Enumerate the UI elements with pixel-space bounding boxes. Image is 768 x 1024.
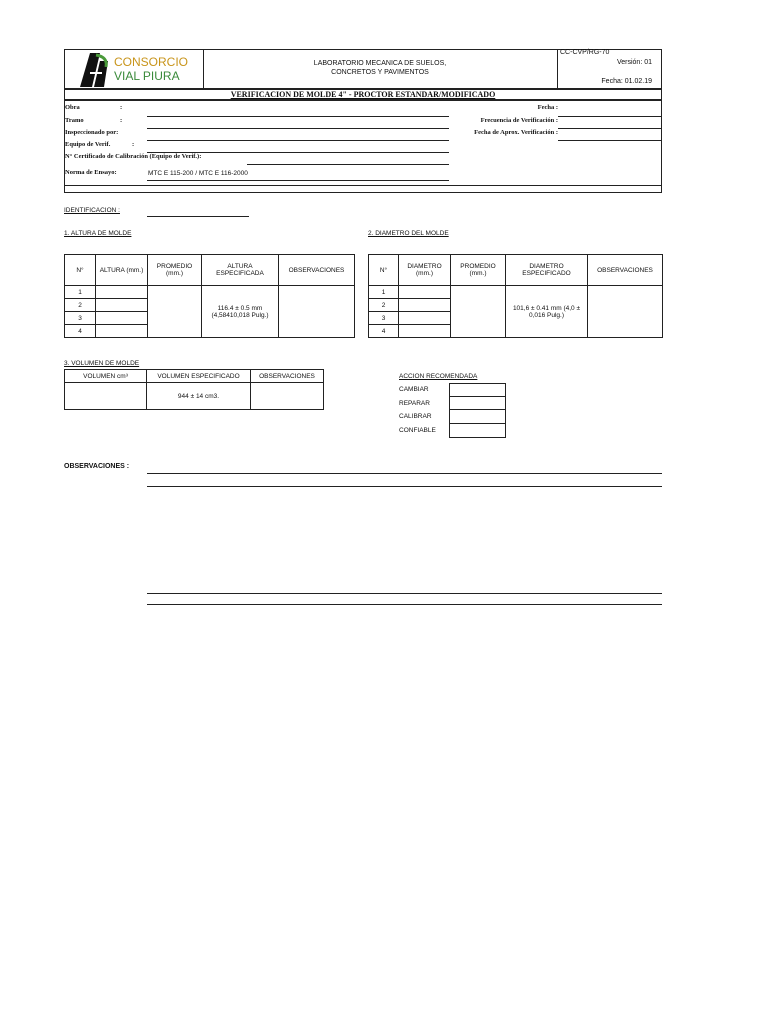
volumen-section-title: 3. VOLUMEN DE MOLDE: [64, 360, 140, 367]
altura-header-altura: ALTURA (mm.): [96, 255, 148, 286]
diametro-table: [368, 254, 663, 338]
inspeccionado-line[interactable]: [147, 140, 449, 141]
volumen-observaciones-cell[interactable]: [251, 383, 324, 410]
frecuencia-label: Frecuencia de Verificación :: [480, 117, 558, 124]
altura-cell[interactable]: [96, 325, 148, 338]
volumen-table: [64, 369, 324, 410]
norma-line: [147, 180, 449, 181]
diametro-row-num: 2: [369, 299, 399, 312]
volumen-header-especificado: VOLUMEN ESPECIFICADO: [147, 370, 251, 383]
altura-promedio-cell[interactable]: [148, 286, 202, 338]
observaciones-line-3[interactable]: [147, 593, 662, 594]
diametro-promedio-cell[interactable]: [451, 286, 506, 338]
diametro-cell[interactable]: [399, 299, 451, 312]
fecha-aprox-line[interactable]: [558, 140, 662, 141]
fecha-line[interactable]: [558, 116, 662, 117]
diametro-observaciones-cell[interactable]: [588, 286, 663, 338]
accion-checkbox-reparar[interactable]: [449, 396, 506, 410]
diametro-spec: 101,6 ± 0.41 mm (4,0 ± 0,016 Pulg.): [506, 286, 588, 338]
diametro-header-n: N°: [369, 255, 399, 286]
company-logo: [78, 51, 198, 87]
observaciones-line-1[interactable]: [147, 473, 662, 474]
accion-title: ACCION RECOMENDADA: [399, 373, 478, 380]
observaciones-label: OBSERVACIONES :: [64, 463, 130, 470]
inspeccionado-label: Inspeccionado por:: [65, 129, 119, 136]
lab-line-2: CONCRETOS Y PAVIMENTOS: [331, 69, 429, 76]
identificacion-label: IDENTIFICACION :: [64, 207, 120, 214]
altura-cell[interactable]: [96, 299, 148, 312]
accion-label-cambiar: CAMBIAR: [399, 386, 429, 393]
doc-code: CC-CVP/RG-70: [560, 49, 610, 56]
altura-spec: 116.4 ± 0.5 mm (4,58410,018 Pulg.): [202, 286, 279, 338]
accion-checkbox-confiable[interactable]: [449, 423, 506, 438]
form-title: VERIFICACION DE MOLDE 4" - PROCTOR ESTANDAR/MODIFICADO: [230, 90, 496, 99]
diametro-row-num: 3: [369, 312, 399, 325]
diametro-header-promedio: PROMEDIO (mm.): [451, 255, 506, 286]
lab-name: [203, 59, 557, 77]
equipo-label: Equipo de Verif.: [65, 141, 111, 148]
altura-header-especificada: ALTURA ESPECIFICADA: [202, 255, 279, 286]
obra-line[interactable]: [147, 116, 449, 117]
tramo-colon: :: [120, 117, 123, 124]
certificado-label: N° Certificado de Calibración (Equipo de Verif.):: [65, 153, 202, 160]
header-divider-2: [557, 49, 558, 89]
volumen-header-observaciones: OBSERVACIONES: [251, 370, 324, 383]
norma-value: MTC E 115-200 / MTC E 116-2000: [148, 170, 248, 177]
obra-colon: :: [120, 104, 123, 111]
accion-checkbox-cambiar[interactable]: [449, 383, 506, 397]
obra-label: Obra: [65, 104, 80, 111]
doc-version: Versión: 01: [616, 59, 652, 66]
volumen-spec: 944 ± 14 cm3.: [147, 383, 251, 410]
diametro-header-diametro: DIAMETRO (mm.): [399, 255, 451, 286]
tramo-line[interactable]: [147, 128, 449, 129]
fecha-aprox-label: Fecha de Aprox. Verificación :: [474, 129, 558, 136]
volumen-value-cell[interactable]: [65, 383, 147, 410]
road-logo-icon: [78, 51, 112, 87]
fecha-label: Fecha :: [537, 104, 558, 111]
equipo-colon: :: [132, 141, 135, 148]
doc-date: Fecha: 01.02.19: [601, 78, 652, 85]
altura-row-num: 2: [65, 299, 96, 312]
diametro-header-especificado: DIAMETRO ESPECIFICADO: [506, 255, 588, 286]
altura-row-num: 4: [65, 325, 96, 338]
accion-label-calibrar: CALIBRAR: [399, 413, 432, 420]
logo-text-1: CONSORCIO: [114, 55, 189, 69]
altura-header-n: N°: [65, 255, 96, 286]
volumen-header-volumen: VOLUMEN cm³: [65, 370, 147, 383]
norma-label: Norma de Ensayo:: [65, 169, 117, 176]
info-bottom-line: [64, 185, 662, 186]
observaciones-line-2[interactable]: [147, 486, 662, 487]
logo-text-2: VIAL PIURA: [114, 69, 180, 83]
tramo-label: Tramo: [65, 117, 84, 124]
altura-observaciones-cell[interactable]: [279, 286, 355, 338]
diametro-row-num: 4: [369, 325, 399, 338]
diametro-header-observaciones: OBSERVACIONES: [588, 255, 663, 286]
altura-row-num: 1: [65, 286, 96, 299]
diametro-section-title: 2. DIAMETRO DEL MOLDE: [368, 230, 449, 237]
diametro-cell[interactable]: [399, 312, 451, 325]
altura-cell[interactable]: [96, 286, 148, 299]
certificado-line[interactable]: [247, 164, 449, 165]
diametro-row-num: 1: [369, 286, 399, 299]
altura-header-observaciones: OBSERVACIONES: [279, 255, 355, 286]
frecuencia-line[interactable]: [558, 128, 662, 129]
accion-label-reparar: REPARAR: [399, 400, 430, 407]
lab-line-1: LABORATORIO MECANICA DE SUELOS,: [313, 60, 447, 67]
altura-header-promedio: PROMEDIO (mm.): [148, 255, 202, 286]
diametro-cell[interactable]: [399, 325, 451, 338]
accion-label-confiable: CONFIABLE: [399, 427, 436, 434]
altura-section-title: 1. ALTURA DE MOLDE: [64, 230, 132, 237]
accion-checkbox-calibrar[interactable]: [449, 409, 506, 424]
altura-table: [64, 254, 355, 338]
altura-row-num: 3: [65, 312, 96, 325]
diametro-cell[interactable]: [399, 286, 451, 299]
observaciones-line-4[interactable]: [147, 604, 662, 605]
identificacion-line[interactable]: [147, 216, 249, 217]
altura-cell[interactable]: [96, 312, 148, 325]
